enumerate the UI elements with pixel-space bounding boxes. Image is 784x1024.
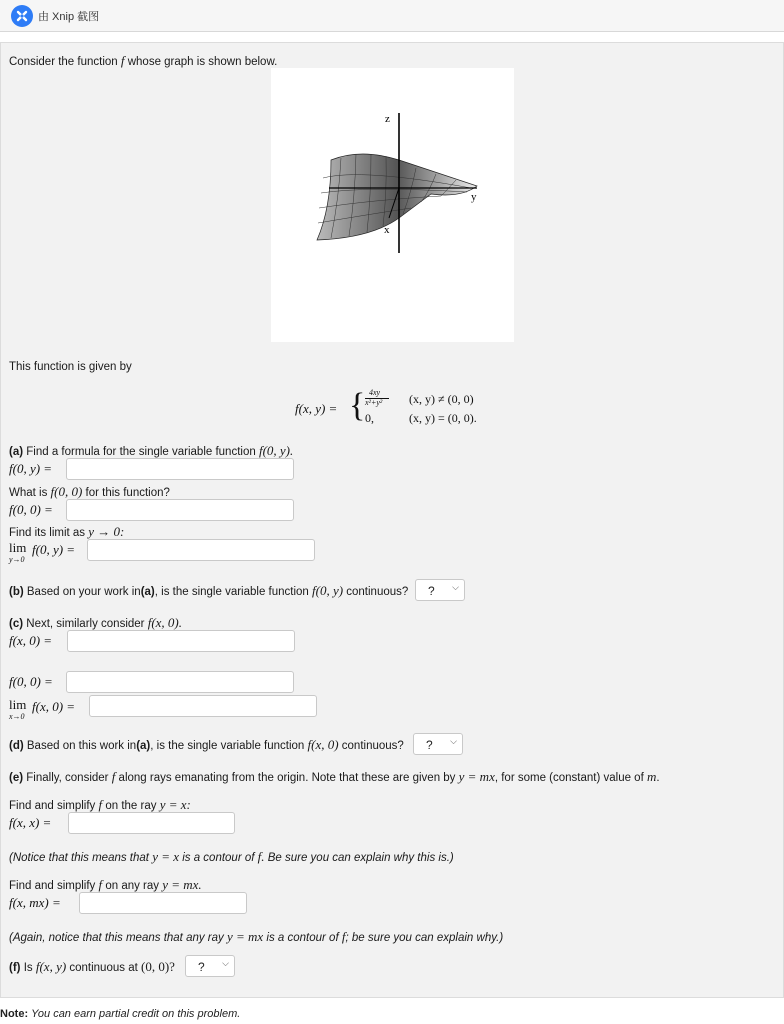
case2-condition: (x, y) = (0, 0). bbox=[409, 411, 477, 425]
piecewise-definition bbox=[295, 389, 515, 431]
app-titlebar bbox=[0, 0, 784, 32]
function-graph bbox=[271, 68, 514, 342]
chevron-down-icon: ⌵ bbox=[450, 736, 457, 746]
part-a-f0y-input[interactable] bbox=[66, 458, 294, 480]
problem-panel bbox=[0, 42, 784, 998]
def-lhs: f(x, y) = bbox=[295, 401, 338, 416]
part-c-lim-sub: x→0 bbox=[9, 712, 25, 721]
z-axis-label: z bbox=[385, 113, 390, 125]
part-c-f00-input[interactable] bbox=[66, 671, 294, 693]
given-by-text: This function is given by bbox=[9, 361, 132, 373]
part-b-continuity-select[interactable] bbox=[415, 579, 465, 601]
part-d-select-value: ? bbox=[426, 738, 433, 752]
part-a-input2-label: f(0, 0) = bbox=[9, 502, 53, 517]
part-f-continuity-select[interactable] bbox=[185, 955, 235, 977]
part-a-q3: Find its limit as y → 0: bbox=[9, 524, 125, 539]
case1-denominator: x²+y² bbox=[365, 398, 383, 407]
part-d-question: (d) Based on this work in(a), is the single variable function f(x, 0) continuous? bbox=[9, 737, 404, 752]
part-e-notice1: (Notice that this means that y = x is a contour of f. Be sure you can explain why this is.) bbox=[9, 849, 454, 864]
part-e-fxx-input[interactable] bbox=[68, 812, 235, 834]
y-axis-label: y bbox=[471, 191, 477, 203]
part-b-select-value: ? bbox=[428, 584, 435, 598]
part-f-question: (f) Is f(x, y) continuous at (0, 0)? bbox=[9, 959, 175, 974]
partial-credit-note: Note: You can earn partial credit on this problem. bbox=[0, 1008, 241, 1020]
part-a-lim-sub: y→0 bbox=[9, 555, 25, 564]
part-a-question: (a) Find a formula for the single variable function f(0, y). bbox=[9, 443, 294, 458]
part-d-continuity-select[interactable] bbox=[413, 733, 463, 755]
chevron-down-icon: ⌵ bbox=[452, 582, 459, 592]
part-e-question: (e) Finally, consider f along rays emanating from the origin. Note that these are given by y = mx, for some (constant) value of m. bbox=[9, 769, 660, 784]
part-c-question: (c) Next, similarly consider f(x, 0). bbox=[9, 615, 182, 630]
part-c-lim-rest: f(x, 0) = bbox=[32, 699, 76, 714]
part-c-lim-label: lim bbox=[9, 697, 27, 712]
part-a-limit-input[interactable] bbox=[87, 539, 315, 561]
brace: { bbox=[349, 387, 366, 424]
app-title: 由 Xnip 截图 bbox=[38, 10, 100, 23]
part-c-fx0-input[interactable] bbox=[67, 630, 295, 652]
part-e-input1-label: f(x, x) = bbox=[9, 815, 52, 830]
chevron-down-icon: ⌵ bbox=[222, 958, 229, 968]
case1-condition: (x, y) ≠ (0, 0) bbox=[409, 392, 474, 406]
intro-text: Consider the function f whose graph is shown below. bbox=[9, 53, 278, 68]
part-c-limit-input[interactable] bbox=[89, 695, 317, 717]
case2-value: 0, bbox=[365, 411, 374, 425]
part-e-input2-label: f(x, mx) = bbox=[9, 895, 61, 910]
case1-numerator: 4xy bbox=[369, 388, 381, 397]
part-a-input1-label: f(0, y) = bbox=[9, 461, 53, 476]
part-b-question: (b) Based on your work in(a), is the single variable function f(0, y) continuous? bbox=[9, 583, 409, 598]
part-c-input1-label: f(x, 0) = bbox=[9, 633, 53, 648]
part-a-f00-input[interactable] bbox=[66, 499, 294, 521]
part-a-lim-rest: f(0, y) = bbox=[32, 542, 76, 557]
part-a-q2: What is f(0, 0) for this function? bbox=[9, 484, 170, 499]
x-axis-label: x bbox=[384, 224, 390, 236]
part-c-input2-label: f(0, 0) = bbox=[9, 674, 53, 689]
part-e-q2: Find and simplify f on any ray y = mx. bbox=[9, 877, 202, 892]
part-e-fxmx-input[interactable] bbox=[79, 892, 247, 914]
part-a-lim-label: lim bbox=[9, 540, 27, 555]
part-e-q1: Find and simplify f on the ray y = x: bbox=[9, 797, 191, 812]
part-f-select-value: ? bbox=[198, 960, 205, 974]
xnip-logo-icon bbox=[11, 5, 33, 27]
part-e-notice2: (Again, notice that this means that any ray y = mx is a contour of f; be sure you can explain why.) bbox=[9, 929, 504, 944]
